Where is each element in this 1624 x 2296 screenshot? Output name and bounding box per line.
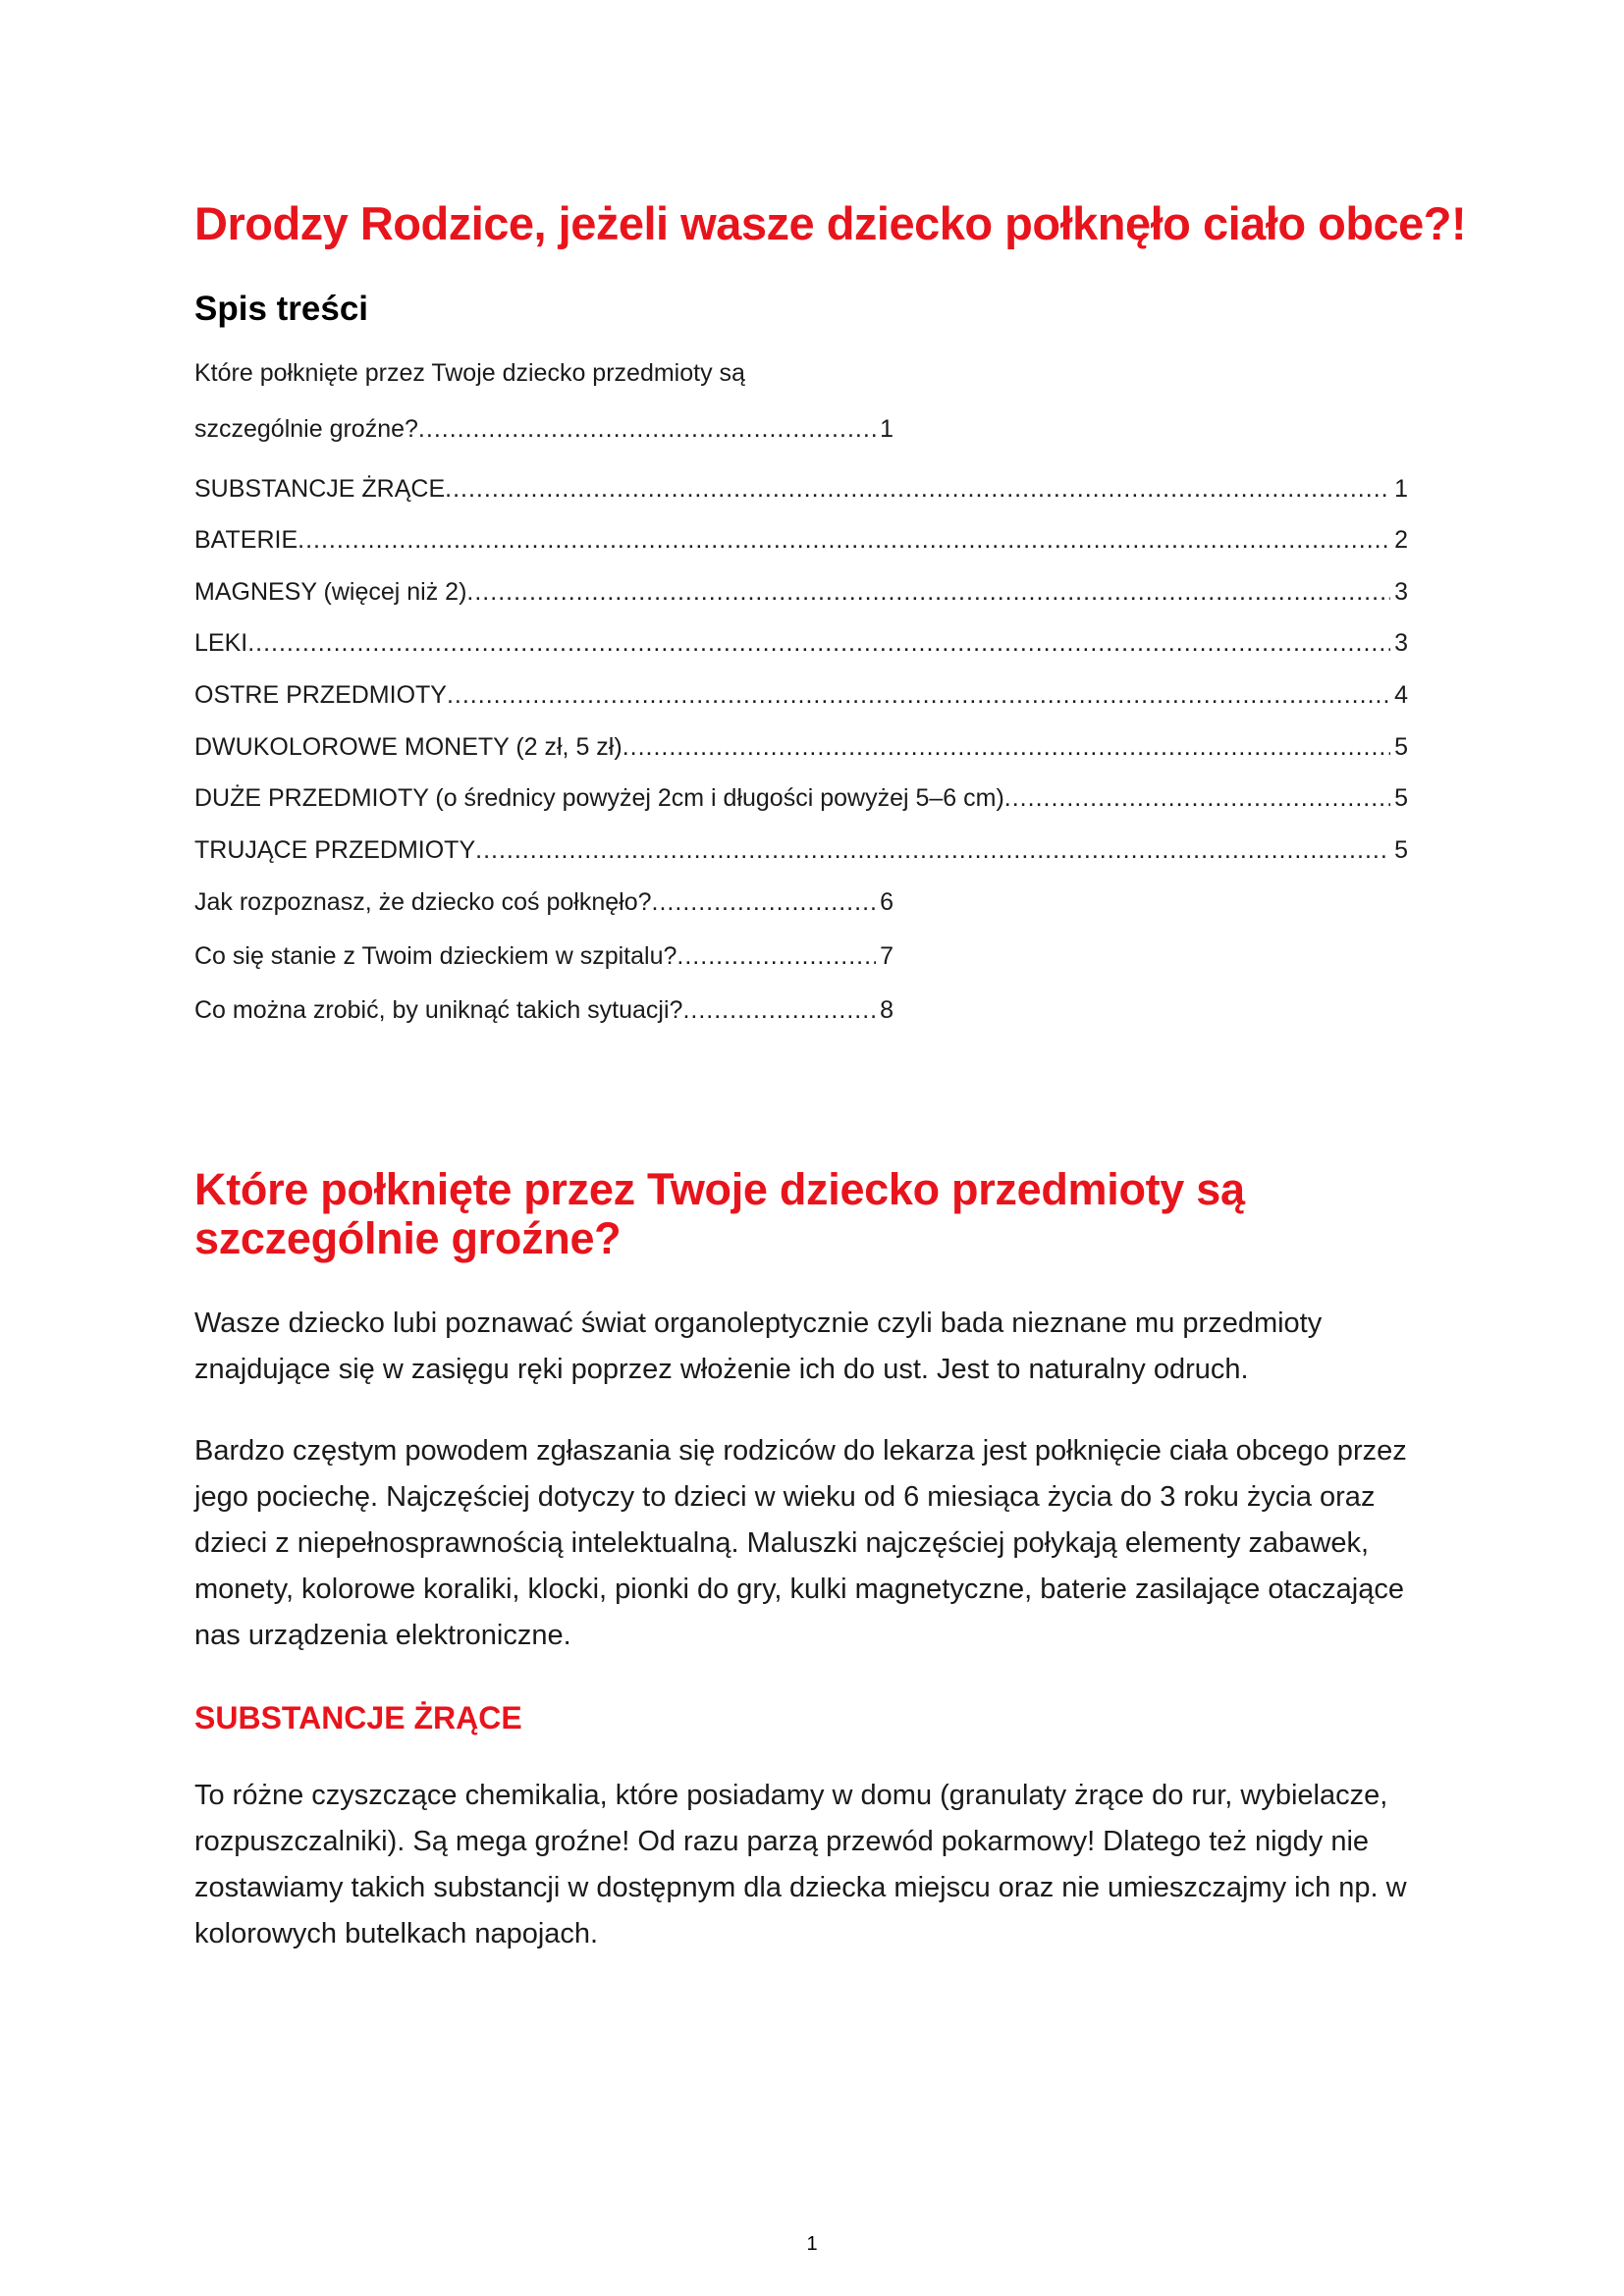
toc-entry-label: TRUJĄCE PRZEDMIOTY	[194, 836, 476, 864]
toc-entry-label: Co można zrobić, by uniknąć takich sytuacji?	[194, 996, 683, 1024]
toc-entry[interactable]	[194, 994, 893, 1026]
toc-entry[interactable]	[194, 413, 893, 445]
toc-entry-page: 7	[880, 942, 893, 970]
toc-leader-dots	[652, 886, 877, 918]
document-title: Drodzy Rodzice, jeżeli wasze dziecko połknęło ciało obce?!	[194, 197, 1467, 249]
toc-entry[interactable]	[194, 679, 1408, 711]
subsection-title: SUBSTANCJE ŻRĄCE	[194, 1700, 522, 1735]
toc-entry[interactable]	[194, 731, 1408, 763]
toc-entry-page: 5	[1394, 784, 1408, 812]
toc-leader-dots	[247, 627, 1390, 659]
toc-leader-dots	[682, 994, 876, 1026]
toc-entry-page: 8	[880, 996, 893, 1024]
toc-entry[interactable]	[194, 940, 893, 972]
toc-entry-page: 6	[880, 888, 893, 916]
toc-entry[interactable]	[194, 886, 893, 918]
toc-entry[interactable]	[194, 834, 1408, 866]
toc-leader-dots	[1004, 782, 1390, 814]
toc-entry-label: MAGNESY (więcej niż 2)	[194, 578, 467, 606]
section-paragraph-1: Wasze dziecko lubi poznawać świat organoleptycznie czyli bada nieznane mu przedmioty znajdujące się w zasięgu ręki poprzez włożenie ich do ust. Jest to naturalny odruch.	[194, 1308, 1323, 1385]
toc-entry[interactable]	[194, 473, 1408, 505]
toc-entry[interactable]	[194, 782, 1408, 814]
toc-entry-label: LEKI	[194, 629, 248, 657]
toc-entry-line[interactable]	[194, 357, 745, 389]
toc-entry-label: BATERIE	[194, 526, 298, 554]
toc-entry-label: DUŻE PRZEDMIOTY (o średnicy powyżej 2cm i długości powyżej 5–6 cm)	[194, 784, 1004, 812]
toc-entry-page: 1	[1394, 475, 1408, 503]
toc-entry-label: szczególnie groźne?	[194, 415, 418, 443]
toc-leader-dots	[445, 473, 1390, 505]
toc-entry-page: 5	[1394, 836, 1408, 864]
toc-entry-page: 1	[880, 415, 893, 443]
toc-entry[interactable]	[194, 524, 1408, 556]
toc-entry-page: 4	[1394, 681, 1408, 709]
toc-entry[interactable]	[194, 576, 1408, 608]
toc-leader-dots	[623, 731, 1390, 763]
toc-entry-page: 3	[1394, 629, 1408, 657]
toc-entry-label: Jak rozpoznasz, że dziecko coś połknęło?	[194, 888, 652, 916]
toc-entry-label: SUBSTANCJE ŻRĄCE	[194, 475, 446, 503]
section-title: Które połknięte przez Twoje dziecko przedmioty są szczególnie groźne?	[194, 1164, 1245, 1263]
toc-leader-dots	[475, 834, 1390, 866]
subsection-paragraph: To różne czyszczące chemikalia, które posiadamy w domu (granulaty żrące do rur, wybielacze, rozpuszczalniki). Są mega groźne! Od razu parzą przewód pokarmowy! Dlatego też nigdy nie zostawiamy takich substancji w dostępnym dla dziecka miejscu oraz nie umieszczajmy ich np. w kolorowych butelkach napojach.	[194, 1780, 1407, 1949]
toc-leader-dots	[677, 940, 876, 972]
toc-entry-label: Co się stanie z Twoim dzieckiem w szpitalu?	[194, 942, 677, 970]
toc-entry-label: OSTRE PRZEDMIOTY	[194, 681, 447, 709]
toc-entry-page: 3	[1394, 578, 1408, 606]
toc-leader-dots	[466, 576, 1390, 608]
section-paragraph-2: Bardzo częstym powodem zgłaszania się rodziców do lekarza jest połknięcie ciała obcego przez jego pociechę. Najczęściej dotyczy to dzieci w wieku od 6 miesiąca życia do 3 roku życia oraz dzieci z niepełnosprawnością intelektualną. Maluszki najczęściej połykają elementy zabawek, monety, kolorowe koraliki, klocki, pionki do gry, kulki magnetyczne, baterie zasilające otaczające nas urządzenia elektroniczne.	[194, 1435, 1407, 1651]
toc-leader-dots	[418, 413, 876, 445]
toc-entry-label: Które połknięte przez Twoje dziecko przedmioty są	[194, 359, 745, 387]
toc-leader-dots	[298, 524, 1390, 556]
toc-entry[interactable]	[194, 627, 1408, 659]
toc-heading: Spis treści	[194, 290, 369, 328]
toc-entry-page: 2	[1394, 526, 1408, 554]
page-number: 1	[806, 2233, 818, 2255]
toc-entry-page: 5	[1394, 733, 1408, 761]
toc-entry-label: DWUKOLOROWE MONETY (2 zł, 5 zł)	[194, 733, 623, 761]
toc-leader-dots	[447, 679, 1390, 711]
